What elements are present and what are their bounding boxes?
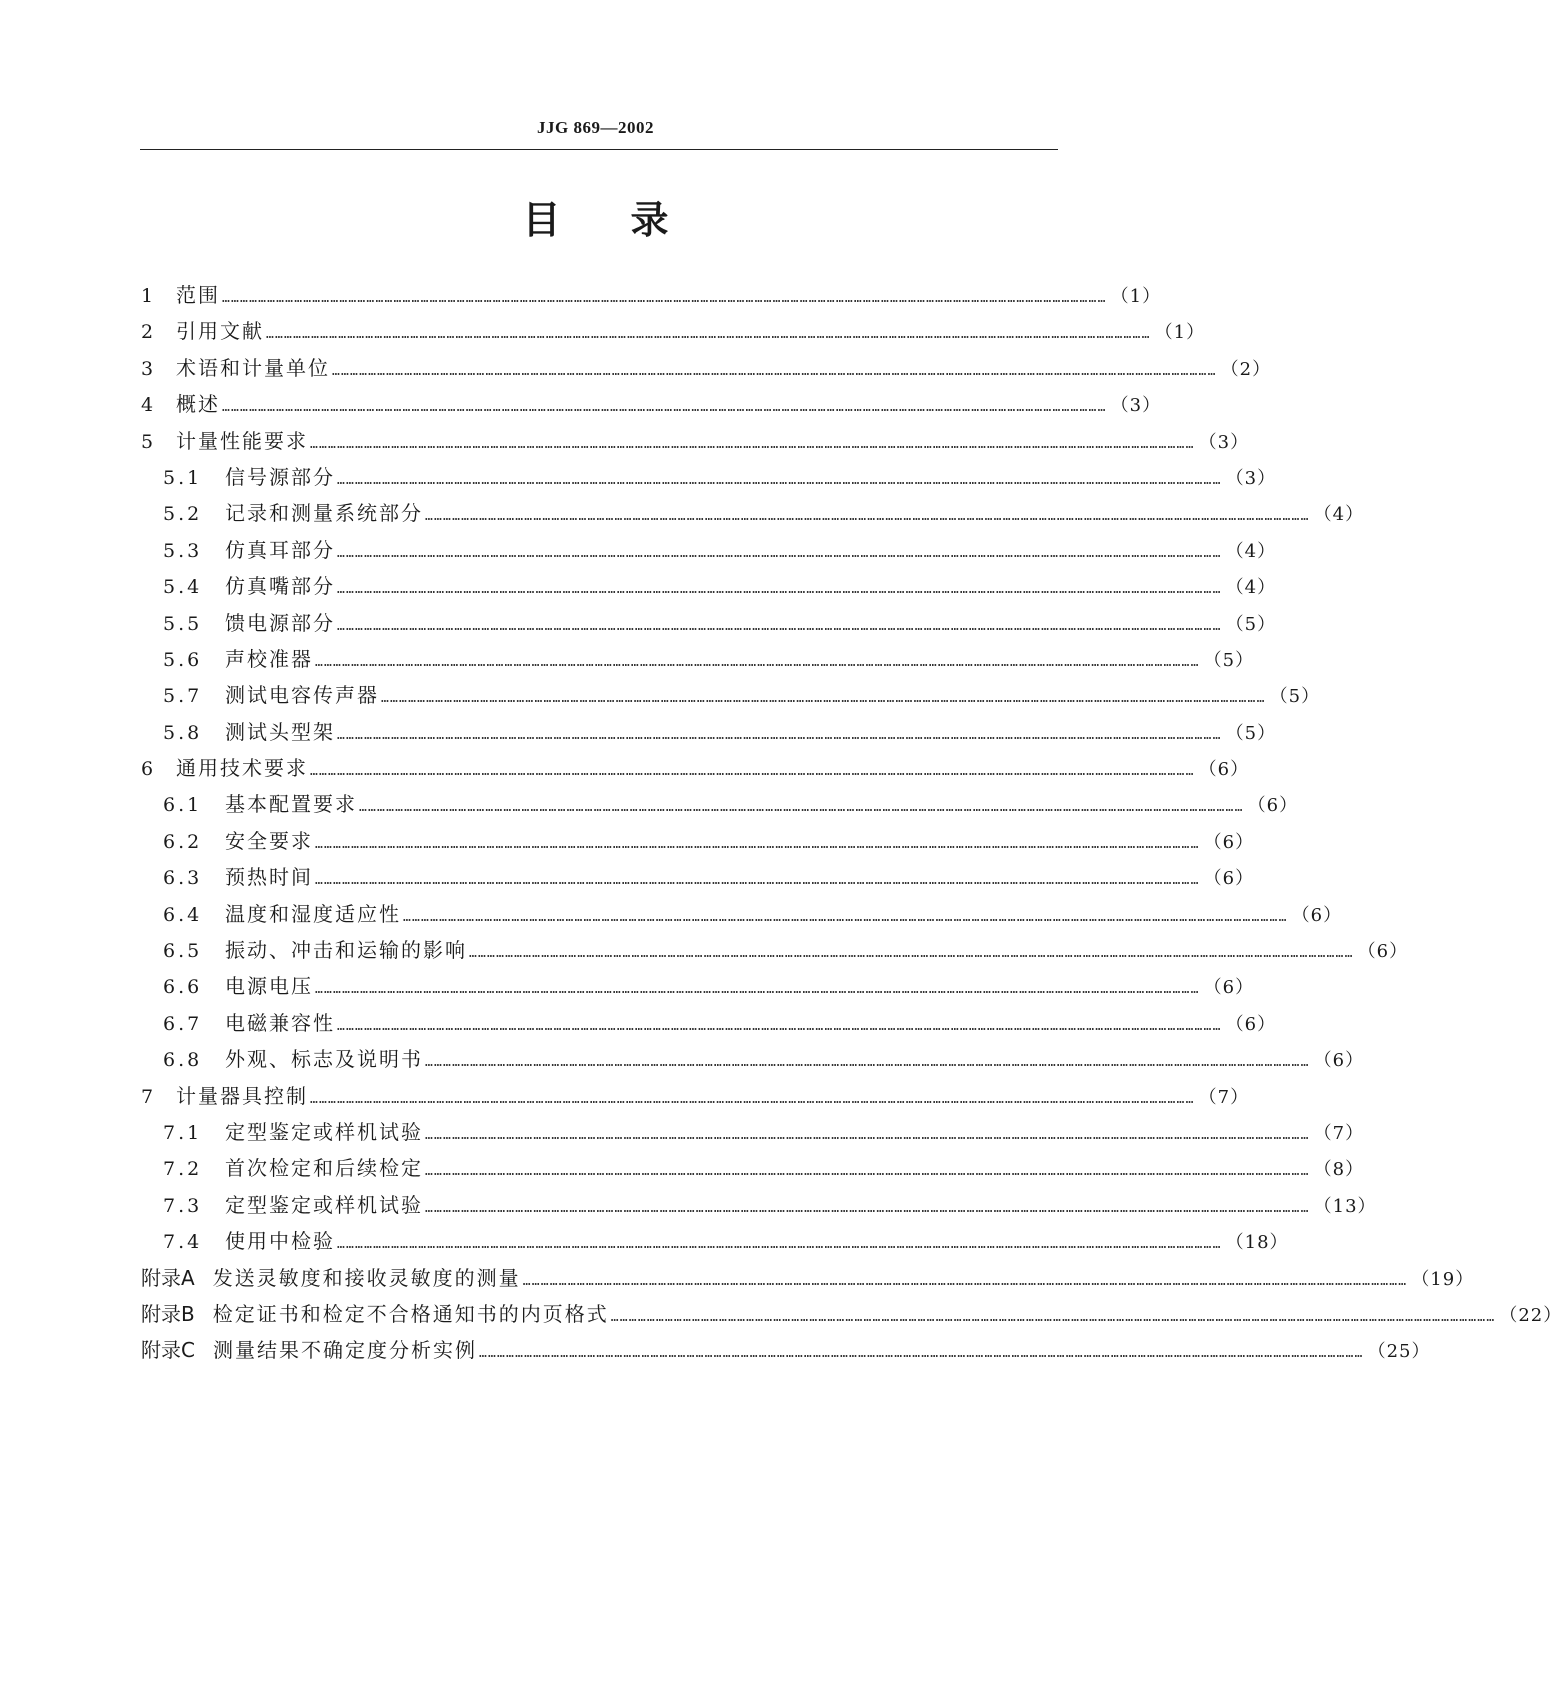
- toc-entry-page: （6）: [1247, 795, 1299, 817]
- toc-entry-page: （6）: [1203, 977, 1255, 999]
- toc-dot-leader: [337, 572, 1222, 608]
- toc-entry-number: 2: [141, 321, 157, 344]
- toc-entry-number: 3: [141, 357, 157, 380]
- toc-entry-number: 6: [141, 758, 157, 781]
- toc-dot-leader: [315, 645, 1200, 681]
- toc-entry-number: 6.3: [163, 867, 203, 890]
- toc-entry[interactable]: [141, 1332, 1431, 1368]
- toc-entry[interactable]: [141, 386, 1162, 422]
- toc-dot-leader: [315, 863, 1200, 899]
- toc-entry-title: 声校准器: [225, 646, 313, 671]
- toc-dot-leader: [425, 1191, 1310, 1227]
- toc-entry-number: 1: [141, 285, 157, 307]
- toc-dot-leader: [425, 1154, 1310, 1190]
- toc-entry-page: （8）: [1313, 1159, 1365, 1181]
- toc-entry-number: 5.8: [163, 721, 203, 744]
- toc-entry-number: 6.8: [163, 1049, 203, 1072]
- toc-entry-page: （1）: [1154, 322, 1206, 344]
- toc-entry[interactable]: [141, 932, 1409, 968]
- toc-entry[interactable]: [141, 1078, 1250, 1114]
- toc-dot-leader: [425, 1118, 1310, 1154]
- toc-dot-leader: [337, 609, 1222, 645]
- toc-dot-leader: [425, 499, 1310, 535]
- toc-dot-leader: [337, 463, 1222, 499]
- toc-entry-page: （6）: [1225, 1013, 1277, 1035]
- toc-entry[interactable]: [141, 1150, 1365, 1186]
- toc-dot-leader: [310, 1082, 1195, 1118]
- toc-entry[interactable]: [141, 1260, 1475, 1296]
- page-title-char-1: 目: [522, 198, 561, 242]
- toc-entry-number: 7.2: [163, 1158, 203, 1181]
- toc-dot-leader: [222, 281, 1107, 317]
- toc-entry[interactable]: [141, 1187, 1377, 1223]
- toc-entry[interactable]: [141, 750, 1250, 786]
- toc-entry-title: 概述: [176, 392, 220, 417]
- toc-entry-number: 附录B: [141, 1301, 195, 1326]
- toc-entry[interactable]: [141, 459, 1277, 495]
- toc-dot-leader: [222, 390, 1107, 426]
- toc-dot-leader: [403, 900, 1288, 936]
- toc-entry-number: 7.1: [163, 1121, 203, 1144]
- toc-entry-number: 5.1: [163, 466, 203, 489]
- toc-entry-number: 6.5: [163, 940, 203, 963]
- toc-entry-number: 5.3: [163, 539, 203, 562]
- page-title: [0, 196, 1191, 244]
- toc-entry-number: 5.2: [163, 503, 203, 526]
- toc-dot-leader: [315, 972, 1200, 1008]
- toc-entry-title: 定型鉴定或样机试验: [225, 1192, 423, 1217]
- toc-entry-page: （7）: [1313, 1122, 1365, 1144]
- toc-entry-number: 4: [141, 394, 157, 417]
- toc-entry[interactable]: [141, 677, 1321, 713]
- header-rule: [140, 149, 1058, 150]
- toc-dot-leader: [315, 827, 1200, 863]
- toc-entry-page: （19）: [1411, 1268, 1475, 1290]
- toc-entry-page: （5）: [1203, 649, 1255, 671]
- toc-entry-title: 测试电容传声器: [225, 683, 379, 708]
- toc-entry-number: 5.6: [163, 648, 203, 671]
- toc-entry-number: 7.4: [163, 1231, 203, 1254]
- toc-entry-page: （6）: [1291, 904, 1343, 926]
- toc-entry-title: 计量器具控制: [176, 1083, 308, 1108]
- toc-entry-title: 测试头型架: [225, 719, 335, 744]
- toc-dot-leader: [381, 681, 1266, 717]
- toc-entry[interactable]: [141, 714, 1277, 750]
- toc-entry-page: （4）: [1225, 540, 1277, 562]
- toc-entry-number: 6.7: [163, 1012, 203, 1035]
- toc-entry[interactable]: [141, 1223, 1289, 1259]
- toc-entry[interactable]: [141, 313, 1206, 349]
- toc-dot-leader: [425, 1045, 1310, 1081]
- toc-entry[interactable]: [141, 1005, 1277, 1041]
- toc-entry-number: 5: [141, 430, 157, 453]
- toc-entry-number: 6.4: [163, 903, 203, 926]
- toc-entry-title: 电磁兼容性: [225, 1010, 335, 1035]
- toc-entry-number: 5.4: [163, 576, 203, 599]
- toc-entry[interactable]: [141, 423, 1250, 459]
- toc-entry-page: （6）: [1357, 941, 1409, 963]
- toc-entry-title: 术语和计量单位: [176, 355, 330, 380]
- toc-entry[interactable]: [141, 1114, 1365, 1150]
- toc-entry-page: （1）: [1110, 286, 1162, 307]
- toc-entry[interactable]: [141, 1041, 1365, 1077]
- toc-entry-title: 电源电压: [225, 974, 313, 999]
- toc-entry[interactable]: [141, 786, 1299, 822]
- toc-dot-leader: [337, 718, 1222, 754]
- toc-entry-title: 仿真耳部分: [225, 537, 335, 562]
- toc-dot-leader: [469, 936, 1354, 972]
- toc-entry[interactable]: [141, 968, 1255, 1004]
- toc-entry-title: 温度和湿度适应性: [225, 901, 401, 926]
- toc-entry-page: （5）: [1225, 613, 1277, 635]
- toc-entry-page: （22）: [1499, 1304, 1562, 1326]
- toc-entry-page: （6）: [1198, 759, 1250, 781]
- toc-entry-page: （4）: [1313, 504, 1365, 526]
- toc-entry-title: 引用文献: [176, 319, 264, 344]
- toc-entry-title: 振动、冲击和运输的影响: [225, 938, 467, 963]
- toc-entry-page: （6）: [1203, 868, 1255, 890]
- toc-dot-leader: [611, 1300, 1496, 1336]
- toc-entry[interactable]: [141, 605, 1277, 641]
- toc-entry[interactable]: [141, 641, 1255, 677]
- toc-entry-title: 计量性能要求: [176, 428, 308, 453]
- toc-entry-page: （5）: [1225, 722, 1277, 744]
- toc-entry[interactable]: [141, 277, 1162, 313]
- toc-entry-page: （4）: [1225, 577, 1277, 599]
- toc-entry-title: 安全要求: [225, 828, 313, 853]
- toc-entry-page: （7）: [1198, 1086, 1250, 1108]
- toc-dot-leader: [337, 1227, 1222, 1263]
- toc-entry-title: 检定证书和检定不合格通知书的内页格式: [212, 1301, 609, 1326]
- toc-entry-number: 7: [141, 1085, 157, 1108]
- table-of-contents: [141, 277, 1562, 1369]
- toc-entry-page: （18）: [1225, 1232, 1289, 1254]
- toc-entry[interactable]: [141, 350, 1272, 386]
- toc-entry-title: 首次检定和后续检定: [225, 1156, 423, 1181]
- toc-dot-leader: [266, 317, 1151, 353]
- toc-dot-leader: [310, 754, 1195, 790]
- toc-entry[interactable]: [141, 823, 1255, 859]
- toc-entry-number: 附录C: [141, 1338, 195, 1363]
- toc-entry-page: （5）: [1269, 686, 1321, 708]
- toc-entry-page: （3）: [1225, 467, 1277, 489]
- page-title-char-2: 录: [630, 198, 669, 242]
- toc-entry[interactable]: [141, 896, 1343, 932]
- toc-entry-number: 6.6: [163, 976, 203, 999]
- toc-entry-page: （2）: [1220, 358, 1272, 380]
- toc-entry-number: 6.2: [163, 830, 203, 853]
- toc-entry[interactable]: [141, 1296, 1562, 1332]
- toc-entry-title: 预热时间: [225, 865, 313, 890]
- toc-entry-title: 馈电源部分: [225, 610, 335, 635]
- toc-entry-number: 6.1: [163, 794, 203, 817]
- toc-entry-page: （3）: [1198, 431, 1250, 453]
- toc-dot-leader: [523, 1264, 1408, 1300]
- toc-entry-title: 通用技术要求: [176, 756, 308, 781]
- toc-entry-page: （3）: [1110, 395, 1162, 417]
- toc-entry-title: 仿真嘴部分: [225, 574, 335, 599]
- toc-entry-title: 定型鉴定或样机试验: [225, 1119, 423, 1144]
- toc-dot-leader: [359, 790, 1244, 826]
- toc-dot-leader: [479, 1336, 1364, 1372]
- toc-dot-leader: [337, 1009, 1222, 1045]
- running-header: JJG 869—2002: [537, 118, 654, 137]
- toc-entry-title: 使用中检验: [225, 1229, 335, 1254]
- toc-entry-title: 发送灵敏度和接收灵敏度的测量: [212, 1265, 521, 1290]
- toc-entry-page: （6）: [1203, 831, 1255, 853]
- toc-entry-title: 信号源部分: [225, 464, 335, 489]
- toc-entry[interactable]: [141, 495, 1365, 531]
- toc-dot-leader: [337, 536, 1222, 572]
- toc-entry-number: 附录A: [141, 1265, 195, 1290]
- toc-entry-title: 记录和测量系统部分: [225, 501, 423, 526]
- toc-entry-number: 5.5: [163, 612, 203, 635]
- toc-entry-page: （6）: [1313, 1050, 1365, 1072]
- toc-entry-page: （25）: [1367, 1341, 1431, 1363]
- toc-entry-page: （13）: [1313, 1195, 1377, 1217]
- toc-entry-number: 7.3: [163, 1194, 203, 1217]
- toc-dot-leader: [310, 427, 1195, 463]
- toc-entry[interactable]: [141, 568, 1277, 604]
- toc-entry-title: 范围: [176, 283, 220, 307]
- toc-entry[interactable]: [141, 859, 1255, 895]
- toc-entry-title: 外观、标志及说明书: [225, 1047, 423, 1072]
- toc-entry-number: 5.7: [163, 685, 203, 708]
- toc-entry-title: 基本配置要求: [225, 792, 357, 817]
- toc-entry-title: 测量结果不确定度分析实例: [212, 1338, 477, 1363]
- toc-entry[interactable]: [141, 532, 1277, 568]
- toc-dot-leader: [332, 354, 1217, 390]
